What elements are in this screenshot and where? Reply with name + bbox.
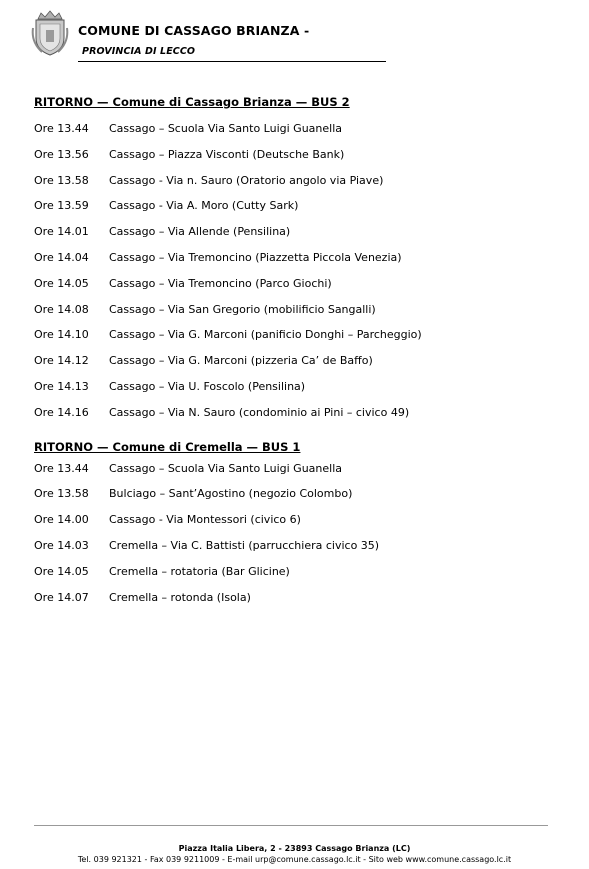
footer [0,843,589,865]
stop-time: Ore 13.44 [34,122,89,135]
stop-location: Cassago – Piazza Visconti (Deutsche Bank) [109,147,345,161]
section-title: RITORNO — Comune di Cremella — BUS 1 [34,439,301,454]
stop-location: Cassago - Via A. Moro (Cutty Sark) [109,199,299,213]
schedule-row [34,303,564,329]
stop-location: Cassago – Via N. Sauro (condominio ai Pini – civico 49) [109,405,410,419]
stop-time: Ore 14.10 [34,328,89,342]
schedule-row [34,487,564,513]
municipal-crest-icon [30,10,70,56]
stop-time: Ore 13.59 [34,199,89,213]
stop-time: Ore 14.08 [34,302,89,316]
stop-time: Ore 13.58 [34,173,89,187]
stop-time: Ore 13.58 [34,487,89,501]
stop-time: Ore 14.13 [34,379,89,393]
stop-time: Ore 14.04 [34,250,89,264]
stop-time: Ore 14.12 [34,354,89,368]
schedule-row [34,380,564,406]
stop-location: Cassago – Via G. Marconi (pizzeria Ca’ de Baffo) [109,354,373,368]
stop-time: Ore 14.03 [34,538,89,552]
schedule-row [34,354,564,380]
schedule-row [34,122,564,148]
section-cremella-bus1 [34,440,564,617]
schedule-row [34,539,564,565]
schedule-row [34,199,564,225]
schedule-row [34,148,564,174]
stop-time: Ore 14.01 [34,225,89,239]
stop-location: Cremella – rotatoria (Bar Glicine) [109,564,290,578]
stop-location: Cassago - Via n. Sauro (Oratorio angolo via Piave) [109,173,384,187]
stop-time: Ore 14.05 [34,564,89,578]
municipality-name: COMUNE DI CASSAGO BRIANZA - [78,23,310,38]
stop-location: Cassago – Via Allende (Pensilina) [109,225,291,239]
footer-divider [34,825,548,826]
stop-time: Ore 13.44 [34,461,89,475]
stop-location: Cremella – Via C. Battisti (parrucchiera civico 35) [109,538,380,552]
schedule-row [34,277,564,303]
schedule-row [34,251,564,277]
stop-time: Ore 14.07 [34,590,89,604]
stop-location: Cassago – Via San Gregorio (mobilificio Sangalli) [109,302,376,316]
stop-time: Ore 14.05 [34,276,89,290]
schedule-row [34,513,564,539]
stop-location: Cassago – Via G. Marconi (panificio Donghi – Parcheggio) [109,328,422,342]
stop-time: Ore 14.00 [34,513,89,527]
stop-location: Cassago – Via Tremoncino (Parco Giochi) [109,276,332,290]
footer-contacts: Tel. 039 921321 - Fax 039 9211009 - E-mail urp@comune.cassago.lc.it - Sito web www.comune.cassago.lc.it [77,855,512,864]
footer-address: Piazza Italia Libera, 2 - 23893 Cassago Brianza (LC) [178,844,411,853]
section-cassago-bus2 [34,95,564,432]
schedule-content [34,95,564,616]
letterhead [30,10,390,58]
stop-time: Ore 14.16 [34,405,89,419]
schedule-row [34,591,564,617]
province-name: PROVINCIA DI LECCO [82,46,196,57]
stop-time: Ore 13.56 [34,147,89,161]
letterhead-title [78,20,386,62]
stop-location: Cremella – rotonda (Isola) [109,590,251,604]
schedule-row [34,225,564,251]
stop-location: Cassago – Scuola Via Santo Luigi Guanella [109,122,342,135]
schedule-row [34,174,564,200]
schedule-row [34,462,564,488]
stop-location: Cassago - Via Montessori (civico 6) [109,513,301,527]
stop-location: Bulciago – Sant’Agostino (negozio Colombo) [109,487,353,501]
schedule-row [34,565,564,591]
schedule-row [34,406,564,432]
stop-location: Cassago – Via U. Foscolo (Pensilina) [109,379,306,393]
stop-location: Cassago – Scuola Via Santo Luigi Guanella [109,461,342,475]
schedule-row [34,328,564,354]
section-title: RITORNO — Comune di Cassago Brianza — BUS 2 [34,95,350,109]
stop-location: Cassago – Via Tremoncino (Piazzetta Piccola Venezia) [109,250,402,264]
